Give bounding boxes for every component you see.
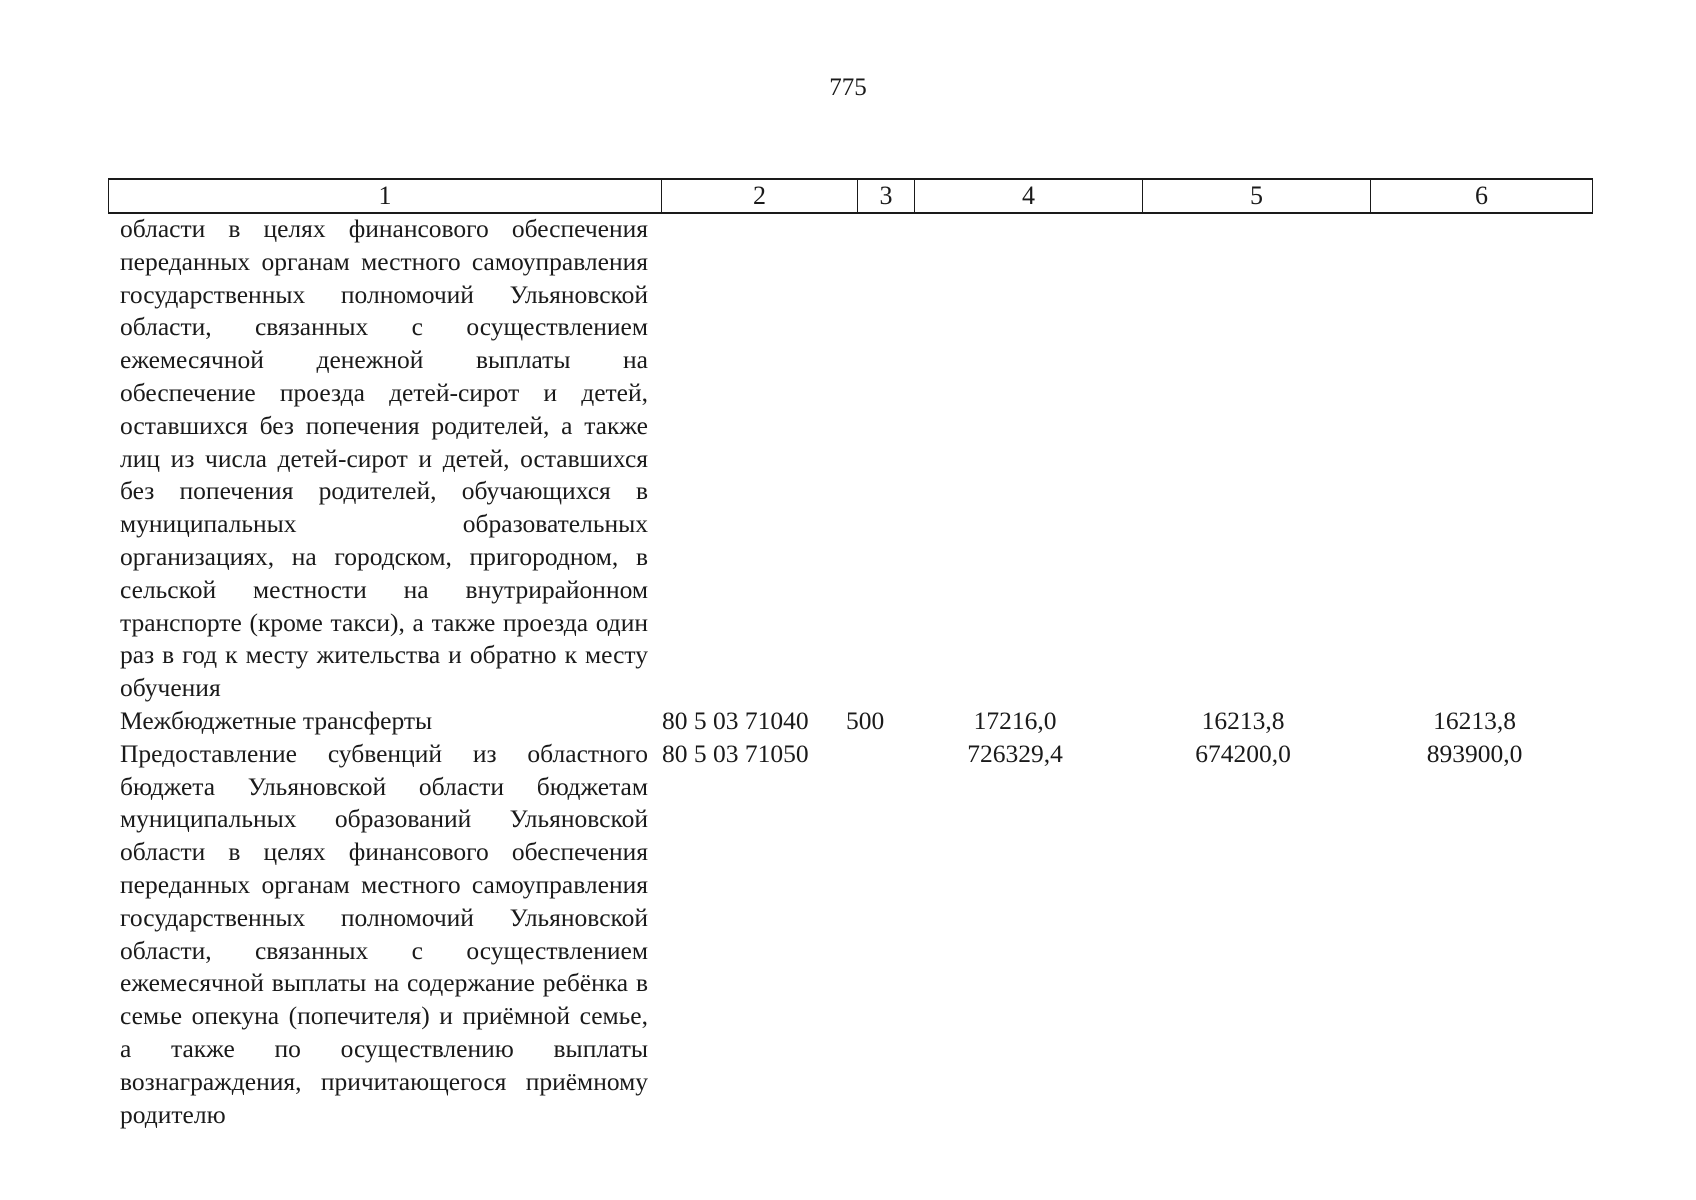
row-amount-col6	[1357, 213, 1592, 705]
column-number-5: 5	[1143, 179, 1371, 213]
row-amount-col6: 16213,8	[1433, 705, 1516, 735]
table-row	[108, 738, 1592, 1132]
table-row	[108, 213, 1592, 705]
row-target-code	[648, 213, 844, 705]
row-amount-col4: 726329,4	[967, 738, 1063, 768]
column-number-header	[108, 178, 1593, 214]
row-amount-col6: 893900,0	[1426, 738, 1523, 768]
row-expense-type: 500	[846, 705, 885, 735]
table-body	[108, 213, 1592, 1131]
column-number-4: 4	[915, 179, 1143, 213]
row-amount-col5: 16213,8	[1201, 705, 1285, 735]
page-number: 775	[829, 74, 867, 101]
row-description: Межбюджетные трансферты	[120, 705, 433, 735]
row-expense-type	[844, 738, 901, 1132]
row-amount-col4	[901, 213, 1129, 705]
row-target-code: 80 5 03 71050	[662, 738, 809, 768]
column-number-3: 3	[858, 179, 915, 213]
column-number-2: 2	[662, 179, 858, 213]
table-row	[108, 705, 1592, 738]
column-number-6: 6	[1371, 179, 1593, 213]
row-description: Предоставление субвенций из областного бюджета Ульяновской области бюджетам муниципальных образований Ульяновской области в целях финансового обеспечения переданных органам местного самоуправления государственных полномочий Ульяновской области, связанных с осуществлением ежемесячной выплаты на содержание ребёнка в семье опекуна (попечителя) и приёмной семье, а также по осуществлению выплаты вознаграждения, причитающегося приёмному родителю	[120, 738, 648, 1129]
row-amount-col4: 17216,0	[973, 705, 1057, 735]
row-expense-type	[844, 213, 901, 705]
row-target-code: 80 5 03 71040	[662, 705, 809, 735]
column-number-1: 1	[109, 179, 662, 213]
row-description: области в целях финансового обеспечения переданных органам местного самоуправления государственных полномочий Ульяновской области, связанных с осуществлением ежемесячной денежной выплаты на обеспечение проезда детей-сирот и детей, оставшихся без попечения родителей, а также лиц из числа детей-сирот и детей, оставшихся без попечения родителей, обучающихся в муниципальных образовательных организациях, на городском, пригородном, в сельской местности на внутрирайонном транспорте (кроме такси), а также проезда один раз в год к месту жительства и обратно к месту обучения	[120, 214, 648, 703]
row-amount-col5: 674200,0	[1195, 738, 1291, 768]
row-amount-col5	[1129, 213, 1357, 705]
